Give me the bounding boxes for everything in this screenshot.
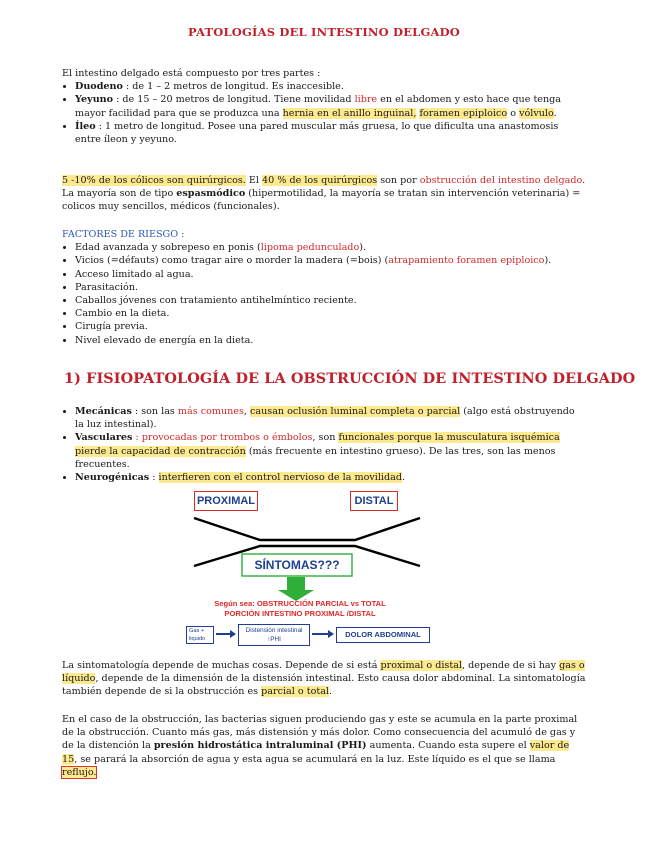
intestine-parts-list	[62, 80, 586, 146]
text: , son	[312, 432, 339, 444]
page-title: PATOLOGÍAS DEL INTESTINO DELGADO	[188, 25, 460, 39]
intro-lead: El intestino delgado está compuesto por tres partes :	[62, 68, 321, 79]
list-item	[75, 93, 586, 119]
text: :	[149, 472, 159, 484]
text: son por	[377, 175, 420, 186]
factores-list	[62, 241, 586, 347]
intestine-upper-line	[194, 518, 420, 540]
highlight: hernia en el anillo inguinal,	[282, 107, 417, 119]
distension-box	[238, 624, 310, 646]
highlight: valor de 15	[62, 740, 570, 765]
causes-section	[62, 405, 586, 484]
arrow-head	[230, 630, 236, 638]
text: El	[245, 175, 263, 186]
item-text: : de 1 – 2 metros de longitud. Es inaccesible.	[125, 81, 344, 93]
red-text: más comunes	[177, 406, 244, 417]
highlight: gas o líquido	[62, 660, 585, 685]
factores-heading: FACTORES DE RIESGO :	[62, 229, 185, 240]
gas-text: Gas +	[189, 628, 205, 634]
list-item	[75, 471, 586, 484]
section-heading: 1) FISIOPATOLOGÍA DE LA OBSTRUCCIÓN DE INTESTINO DELGADO	[64, 370, 636, 387]
list-item	[75, 405, 586, 431]
text: ,	[243, 406, 251, 417]
list-item: • Acceso limitado al agua.	[75, 268, 586, 281]
term-ileo: Íleo	[75, 120, 96, 132]
red-text: atrapamiento foramen epiploico	[388, 255, 545, 267]
sintomas-label: SÍNTOMAS???	[254, 558, 340, 572]
text: , depende de la dimensión de la distensión intestinal. Esto causa dolor abdominal. La sintomatología también depende de si la obstrucción es	[62, 673, 586, 698]
highlight: parcial o total	[261, 686, 329, 698]
phi-text: ↑PHI	[267, 636, 281, 643]
highlight: causan oclusión luminal completa o parcial	[250, 406, 461, 417]
text: (hipermotilidad, la mayoría se tratan sin intervención veterinaria) = colicos muy sencillos, médicos (funcionales).	[62, 188, 581, 213]
green-down-arrow	[278, 577, 314, 601]
highlight: foramen epiploico	[419, 107, 508, 119]
term-vasculares: Vasculares	[75, 432, 133, 444]
item-text: ).	[359, 242, 367, 254]
dolor-box: DOLOR ABDOMINAL	[336, 627, 430, 643]
list-item	[75, 120, 586, 146]
item-text: ).	[544, 255, 552, 267]
intro-section	[62, 67, 586, 146]
item-text: : de 15 – 20 metros de longitud. Tiene movilidad	[116, 94, 355, 106]
text: , se parará la absorción de agua y esta agua se acumulará en la luz. Este líquido es el que se llama	[74, 753, 556, 765]
liquido-text: liquido	[189, 636, 206, 642]
text: . La mayoría son de tipo	[62, 175, 586, 200]
list-item: • Nivel elevado de energía en la dieta.	[75, 334, 586, 347]
term-duodeno: Duodeno	[75, 81, 123, 93]
red-text: lipoma pedunculado	[260, 242, 360, 254]
text: (más frecuente en intestino grueso). De las tres, son las menos frecuentes.	[75, 445, 556, 470]
text: En el caso de la obstrucción, las bacterias siguen produciendo gas y este se acumula en la parte proximal de la obstrucción. Cuanto más gas, más distensión y más dolor. Como consecuencia del acumuló de gas y de la distención la	[62, 714, 578, 752]
highlight: proximal o distal	[380, 660, 463, 671]
text: La sintomatología depende de muchas cosas. Depende de si está	[62, 660, 381, 671]
text: aumenta. Cuando esta supere el	[366, 740, 530, 752]
segun-text: Según sea: OBSTRUCCIÓN PARCIAL vs TOTAL	[214, 599, 386, 608]
item-text: Edad avanzada y sobrepeso en ponis (	[75, 242, 261, 254]
highlight: 40 % de los quirúrgicos	[262, 175, 378, 186]
causes-list	[62, 405, 586, 484]
gas-liquido-box	[186, 626, 214, 644]
porcion-text: PORCIÓN INTESTINO PROXIMAL /DISTAL	[224, 609, 376, 618]
item-text: : 1 metro de longitud. Posee una pared muscular más gruesa, lo que dificulta una anastomosis entre íleon y yeyuno.	[75, 120, 559, 146]
text: : son las	[131, 406, 178, 417]
colicos-paragraph	[62, 174, 586, 214]
text: .	[401, 472, 406, 484]
list-item	[75, 254, 586, 267]
distension-text: Distensión intestinal	[245, 627, 303, 634]
list-item: • Parasitación.	[75, 281, 586, 294]
obstruccion-paragraph	[62, 713, 586, 779]
bold-text: espasmódico	[176, 188, 246, 200]
text: (algo está obstruyendo la luz intestinal).	[75, 406, 575, 431]
text: .	[328, 686, 333, 698]
item-text: Vicios (=défauts) como tragar aire o morder la madera (=bois) (	[75, 255, 389, 267]
term-mecanicas: Mecánicas	[75, 406, 132, 417]
item-text: o	[507, 107, 520, 119]
obstruction-diagram	[180, 490, 440, 650]
item-text: en el abdomen y esto hace que tenga mayor facilidad para que se produzca una	[75, 94, 562, 119]
list-item	[75, 80, 586, 93]
sintomatologia-paragraph	[62, 659, 586, 699]
proximal-label: PROXIMAL	[194, 491, 258, 511]
highlight: interfieren con el control nervioso de la movilidad	[158, 472, 402, 484]
list-item: • Cambio en la dieta.	[75, 307, 586, 320]
red-text: obstrucción del intestino delgado	[419, 175, 583, 186]
distal-label: DISTAL	[350, 491, 398, 511]
list-item: • Caballos jóvenes con tratamiento antihelmíntico reciente.	[75, 294, 586, 307]
list-item	[75, 241, 586, 254]
factores-section	[62, 228, 586, 347]
highlight: 5 -10% de los cólicos son quirúrgicos.	[62, 175, 246, 186]
red-text: libre	[354, 94, 378, 106]
list-item	[75, 431, 586, 471]
list-item: • Cirugía previa.	[75, 320, 586, 333]
highlight: vólvulo	[519, 107, 554, 119]
term-neurogenicas: Neurogénicas	[75, 472, 150, 484]
term-yeyuno: Yeyuno	[75, 94, 114, 106]
reflujo-highlight: reflujo.	[62, 766, 97, 778]
red-text: : provocadas por trombos o émbolos	[132, 432, 313, 444]
bold-text: presión hidrostática intraluminal (PHI)	[153, 740, 367, 752]
highlight: funcionales porque la musculatura isquémica pierde la capacidad de contracción	[75, 432, 560, 457]
arrow-head	[328, 630, 334, 638]
item-text: .	[553, 107, 557, 119]
text: , depende de si hay	[462, 660, 560, 671]
